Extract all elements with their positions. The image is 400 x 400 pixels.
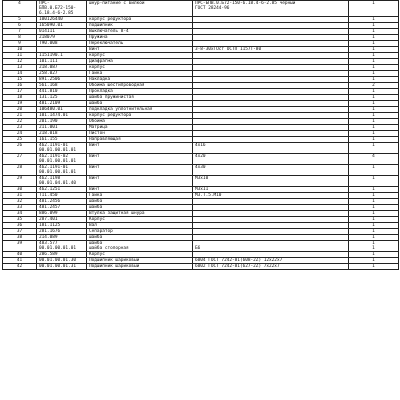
row-number-cell: 37 (3, 229, 37, 235)
part-qty-cell: 1 (349, 187, 399, 193)
part-code-cell: 214.089 (37, 235, 87, 241)
part-qty-cell: 1 (349, 89, 399, 95)
part-name-cell: Винт (87, 47, 193, 53)
row-number-cell: 39 (3, 241, 37, 252)
part-qty-cell: 1 (349, 229, 399, 235)
row-number-cell: 42 (3, 264, 37, 270)
row-number-cell: 9 (3, 41, 37, 47)
part-name-cell: Направляющая (87, 137, 193, 143)
part-qty-cell: 1 (349, 211, 399, 217)
row-number-cell: 24 (3, 131, 37, 137)
part-qty-cell: 1 (349, 264, 399, 270)
row-number-cell: 29 (3, 176, 37, 187)
row-number-cell: 7 (3, 29, 37, 35)
part-qty-cell: 1 (349, 119, 399, 125)
part-note-cell: М3х10 (193, 176, 349, 187)
part-name-cell: Винт (87, 187, 193, 193)
part-name-cell: Гайка (87, 193, 193, 199)
part-name-cell: Винт (87, 143, 193, 154)
part-name-cell: Диафрагма (87, 59, 193, 65)
part-qty-cell: 1 (349, 113, 399, 119)
part-note-cell: 6004 ГОСТ 7242-81(608-2Z) 12х22х7 (193, 258, 349, 264)
part-note-cell: М3х11 (193, 187, 349, 193)
part-name-cell: Винт (87, 176, 193, 187)
row-number-cell: 19 (3, 101, 37, 107)
part-name-cell: подшипник (87, 23, 193, 29)
row-number-cell: 30 (3, 187, 37, 193)
part-qty-cell: 1 (349, 35, 399, 41)
part-qty-cell: 1 (349, 252, 399, 258)
part-name-cell: Пистон (87, 131, 193, 137)
part-qty-cell: 2 (349, 83, 399, 89)
part-qty-cell: 1 (349, 71, 399, 77)
parts-table (2, 0, 399, 270)
part-code-cell: 181.1125 (37, 223, 87, 229)
table-row (3, 154, 399, 165)
part-qty-cell: 1 (349, 143, 399, 154)
row-number-cell: 21 (3, 113, 37, 119)
part-code-cell: 100126440 (37, 17, 87, 23)
part-qty-cell: 1 (349, 23, 399, 29)
part-note-cell: Б6 (193, 241, 349, 252)
part-qty-cell: 1 (349, 29, 399, 35)
part-qty-cell: 1 (349, 77, 399, 83)
row-number-cell: 41 (3, 258, 37, 264)
part-code-cell: 101.111 (37, 59, 87, 65)
part-name-cell: Подшипник шариковый (87, 264, 193, 270)
part-code-cell: 00.01.00.01.30 (37, 258, 87, 264)
table-row (3, 176, 399, 187)
part-code-cell: ПРС- БПВ.0.Б72-150- 6.18.4-6-2.85 (37, 1, 87, 17)
part-qty-cell: 4 (349, 154, 399, 165)
part-name-cell: подкладка уплотнительная (87, 107, 193, 113)
row-number-cell: 11 (3, 53, 37, 59)
part-name-cell: Подшипник шариковый (87, 258, 193, 264)
part-code-cell: 462.1191-01 00.01.00.01.01 (37, 165, 87, 176)
part-code-cell: 483.577 00.01.00.01.01 (37, 241, 87, 252)
part-code-cell: 201.190 (37, 119, 87, 125)
part-note-cell: 4х20 (193, 154, 349, 165)
row-number-cell: 6 (3, 23, 37, 29)
part-name-cell: корпус редуктора (87, 17, 193, 23)
part-name-cell: Матрица (87, 125, 193, 131)
part-qty-cell: 1 (349, 125, 399, 131)
part-code-cell: 286.589 (37, 252, 87, 258)
table-row (3, 241, 399, 252)
part-name-cell: Прокладка (87, 89, 193, 95)
part-code-cell: 131.125 (37, 95, 87, 101)
row-number-cell: 20 (3, 107, 37, 113)
row-number-cell: 12 (3, 59, 37, 65)
part-name-cell: корпус редуктора (87, 113, 193, 119)
part-note-cell: М3.Т.5.М10 (193, 193, 349, 199)
part-qty-cell: 1 (349, 223, 399, 229)
part-qty-cell: 1 (349, 235, 399, 241)
part-note-cell: 3-8-30хГОст ОСТП 1157Т-80 (193, 47, 349, 53)
part-name-cell: Винт (87, 154, 193, 165)
row-number-cell: 18 (3, 95, 37, 101)
part-name-cell: Гайка (87, 71, 193, 77)
part-note-cell: 6002 ГОСТ 7242-81(627-2Z) 7х22х7 (193, 264, 349, 270)
part-code-cell: 441.810 (37, 89, 87, 95)
part-code-cell: T11.450 (37, 193, 87, 199)
row-number-cell: 22 (3, 119, 37, 125)
part-code-cell: T90.008 (37, 41, 87, 47)
part-qty-cell: 1 (349, 137, 399, 143)
part-note-cell: 4х16 (193, 143, 349, 154)
part-code-cell: 462.1198 00.01.04.01.40 (37, 176, 87, 187)
part-code-cell: 287.401 (37, 217, 87, 223)
part-code-cell: 462.1191-01 00.01.00.01.01 (37, 143, 87, 154)
part-code-cell: 165090.01 (37, 23, 87, 29)
part-qty-cell: 1 (349, 217, 399, 223)
part-name-cell: Накладка (87, 77, 193, 83)
part-qty-cell: 1 (349, 65, 399, 71)
parts-table-body (3, 1, 399, 270)
part-qty-cell: 1 (349, 95, 399, 101)
table-row (3, 143, 399, 154)
part-name-cell: Переключатель (87, 41, 193, 47)
part-name-cell: Сепаратор (87, 229, 193, 235)
row-number-cell: 28 (3, 165, 37, 176)
row-number-cell: 40 (3, 252, 37, 258)
part-name-cell: Корпус (87, 217, 193, 223)
part-qty-cell: 1 (349, 17, 399, 23)
part-qty-cell: 1 (349, 107, 399, 113)
part-name-cell: шайба (87, 205, 193, 211)
part-code-cell: 00.01.00.01.31 (37, 264, 87, 270)
table-row (3, 264, 399, 270)
part-qty-cell: 1 (349, 131, 399, 137)
part-code-cell: 218.087 (37, 65, 87, 71)
part-code-cell: 462.1191-02 00.01.00.01.01 (37, 154, 87, 165)
row-number-cell: 14 (3, 71, 37, 77)
row-number-cell: 35 (3, 217, 37, 223)
part-qty-cell: 1 (349, 193, 399, 199)
row-number-cell: 33 (3, 205, 37, 211)
row-number-cell: 31 (3, 193, 37, 199)
row-number-cell: 13 (3, 65, 37, 71)
part-name-cell: корпус (87, 53, 193, 59)
part-qty-cell: 1 (349, 101, 399, 107)
part-qty-cell: 1 (349, 47, 399, 53)
row-number-cell: 36 (3, 223, 37, 229)
part-name-cell: шайба (87, 235, 193, 241)
part-code-cell: 281.1676 (37, 229, 87, 235)
part-qty-cell: 1 (349, 59, 399, 65)
part-code-cell: 218079 (37, 35, 87, 41)
part-name-cell: Выключатель 8-4 (87, 29, 193, 35)
part-qty-cell: 1 (349, 1, 399, 17)
part-code-cell: 462.1251 (37, 187, 87, 193)
row-number-cell: 32 (3, 199, 37, 205)
part-qty-cell: 1 (349, 165, 399, 176)
part-name-cell: Пружина (87, 35, 193, 41)
part-qty-cell: 1 (349, 176, 399, 187)
part-code-cell: 1151190.1 (37, 53, 87, 59)
row-number-cell: 17 (3, 89, 37, 95)
row-number-cell: 16 (3, 83, 37, 89)
row-number-cell: 15 (3, 77, 37, 83)
part-note-cell: 4х30 (193, 165, 349, 176)
part-qty-cell: 1 (349, 41, 399, 47)
part-code-cell: 481.2457 (37, 205, 87, 211)
row-number-cell: 34 (3, 211, 37, 217)
row-number-cell: 8 (3, 35, 37, 41)
part-code-cell: 014111 (37, 29, 87, 35)
row-number-cell: 38 (3, 235, 37, 241)
row-number-cell: 27 (3, 154, 37, 165)
part-code-cell: 481.2109 (37, 101, 87, 107)
part-code-cell: 211.001 (37, 125, 87, 131)
row-number-cell: 25 (3, 137, 37, 143)
part-name-cell: шнур-питание с вилкой (87, 1, 193, 17)
part-qty-cell: 1 (349, 53, 399, 59)
part-name-cell: корпус (87, 65, 193, 71)
part-name-cell: шайба пружинистая (87, 95, 193, 101)
part-code-cell: 886.099 (37, 211, 87, 217)
row-number-cell: 26 (3, 143, 37, 154)
row-number-cell: 23 (3, 125, 37, 131)
part-name-cell: Вал (87, 223, 193, 229)
part-name-cell: шайба (87, 199, 193, 205)
part-name-cell: Обойма шестипроводная (87, 83, 193, 89)
part-name-cell: шайба (87, 101, 193, 107)
part-qty-cell: 1 (349, 199, 399, 205)
part-code-cell: 101.1474.01 (37, 113, 87, 119)
part-code-cell: 481.2456 (37, 199, 87, 205)
part-code-cell: 161.155 (37, 137, 87, 143)
part-name-cell: Винт (87, 165, 193, 176)
part-name-cell: Корпус (87, 252, 193, 258)
part-qty-cell: 1 (349, 258, 399, 264)
part-code-cell: 891.2506 (37, 77, 87, 83)
part-name-cell: шайба шайба стопорная (87, 241, 193, 252)
row-number-cell: 5 (3, 17, 37, 23)
row-number-cell: 10 (3, 47, 37, 53)
part-qty-cell: 1 1 (349, 241, 399, 252)
part-note-cell: ПРС-БПВ.0.Б72-150-6.18.4-6-2.85 черный ГОСТ 28244-96 (193, 1, 349, 17)
part-name-cell: Обойма (87, 119, 193, 125)
part-name-cell: Втулка защитная шнура (87, 211, 193, 217)
table-row (3, 165, 399, 176)
part-qty-cell: 1 (349, 205, 399, 211)
part-code-cell: 218.018 (37, 131, 87, 137)
table-row (3, 1, 399, 17)
part-code-cell: 561.168 (37, 83, 87, 89)
part-code-cell: 258.027 (37, 71, 87, 77)
part-code-cell: 106480.01 (37, 107, 87, 113)
row-number-cell: 4 (3, 1, 37, 17)
